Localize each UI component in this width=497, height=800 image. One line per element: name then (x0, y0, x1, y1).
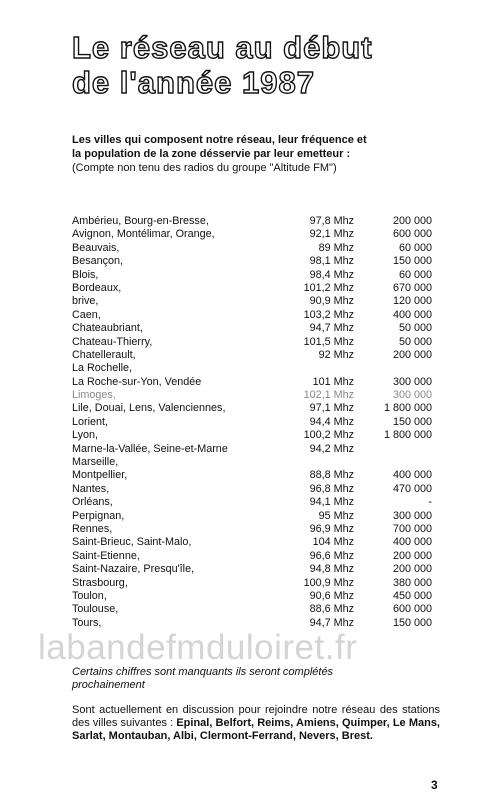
note-line-1: Certains chiffres sont manquants ils seront complétés (72, 666, 334, 678)
station-frequency: 92 Mhz (318, 348, 354, 361)
station-city: Chateaubriant, (72, 322, 143, 335)
table-row (72, 269, 432, 282)
intro-text (72, 133, 452, 175)
table-row (72, 483, 432, 496)
table-row (72, 255, 432, 268)
table-row (72, 469, 432, 482)
station-city: Orléans, (72, 496, 113, 509)
table-row (72, 603, 432, 616)
station-frequency: 103,2 Mhz (303, 308, 354, 321)
station-city: Limoges, (72, 389, 116, 402)
station-city: Lile, Douai, Lens, Valenciennes, (72, 402, 226, 415)
stations-table (72, 215, 432, 630)
station-population: 200 000 (392, 563, 432, 576)
table-row (72, 510, 432, 523)
station-city: Caen, (72, 308, 101, 321)
station-frequency: 98,4 Mhz (309, 268, 354, 281)
table-row (72, 376, 432, 389)
station-frequency: 104 Mhz (312, 536, 354, 549)
table-row (72, 402, 432, 415)
station-population: 60 000 (398, 268, 432, 281)
table-row (72, 523, 432, 536)
title-line-2: de l'année 1987 (72, 65, 315, 100)
station-city: Tours, (72, 616, 102, 629)
station-population: 200 000 (392, 215, 432, 227)
note-line-2: prochainement (72, 679, 145, 691)
station-frequency: 94,7 Mhz (309, 616, 354, 629)
table-row (72, 563, 432, 576)
station-population: - (428, 496, 432, 509)
watermark-text: labandefmduloiret.fr (38, 628, 358, 667)
table-row (72, 215, 432, 228)
station-frequency: 102,1 Mhz (303, 389, 354, 402)
station-city: Nantes, (72, 482, 110, 495)
station-city: Lorient, (72, 415, 109, 428)
table-row (72, 282, 432, 295)
table-row (72, 429, 432, 442)
table-row (72, 322, 432, 335)
station-population: 670 000 (392, 281, 432, 294)
station-frequency: 90,6 Mhz (309, 589, 354, 602)
station-city: Chateau-Thierry, (72, 335, 153, 348)
station-population: 600 000 (392, 603, 432, 616)
missing-figures-note (72, 666, 442, 692)
station-population: 400 000 (392, 536, 432, 549)
station-frequency: 100,2 Mhz (303, 429, 354, 442)
station-population: 380 000 (392, 576, 432, 589)
page-title (72, 30, 373, 100)
station-frequency: 95 Mhz (318, 509, 354, 522)
station-city: Avignon, Montélimar, Orange, (72, 228, 215, 241)
station-population: 300 000 (392, 375, 432, 388)
discussion-cities: Epinal, Belfort, Reims, Amiens, Quimper, Le Mans, Sarlat, Montauban, Albi, Clermont-Ferrand, Nevers, Brest. (72, 717, 440, 742)
station-city: Rennes, (72, 522, 113, 535)
station-city: Saint-Etienne, (72, 549, 140, 562)
station-city: Montpellier, (72, 469, 128, 482)
station-population: 700 000 (392, 522, 432, 535)
station-population: 400 000 (392, 308, 432, 321)
intro-line-3: (Compte non tenu des radios du groupe "Altitude FM") (72, 162, 337, 174)
station-population: 450 000 (392, 589, 432, 602)
station-population: 1 800 000 (383, 402, 432, 415)
station-frequency: 88,6 Mhz (309, 603, 354, 616)
discussion-paragraph (72, 704, 440, 743)
station-city: Beauvais, (72, 241, 120, 254)
station-frequency: 101 Mhz (312, 375, 354, 388)
station-frequency: 96,9 Mhz (309, 522, 354, 535)
station-population: 470 000 (392, 482, 432, 495)
station-frequency: 96,8 Mhz (309, 482, 354, 495)
table-row (72, 309, 432, 322)
station-population: 150 000 (392, 255, 432, 268)
table-row (72, 416, 432, 429)
station-population: 600 000 (392, 228, 432, 241)
station-population: 60 000 (398, 241, 432, 254)
table-row (72, 590, 432, 603)
station-population: 150 000 (392, 415, 432, 428)
table-row (72, 496, 432, 509)
table-row (72, 295, 432, 308)
station-frequency: 94,8 Mhz (309, 563, 354, 576)
station-frequency: 88,8 Mhz (309, 469, 354, 482)
station-city: brive, (72, 295, 99, 308)
station-population: 400 000 (392, 469, 432, 482)
station-frequency: 94,4 Mhz (309, 415, 354, 428)
station-frequency: 96,6 Mhz (309, 549, 354, 562)
station-frequency: 97,8 Mhz (309, 215, 354, 227)
station-city: Ambérieu, Bourg-en-Bresse, (72, 215, 209, 227)
station-city: Strasbourg, (72, 576, 128, 589)
table-row (72, 362, 432, 375)
station-population: 300 000 (392, 509, 432, 522)
discussion-text: Sont actuellement en discussion pour rejoindre notre réseau des stations des villes suivantes : (72, 704, 440, 729)
table-row (72, 349, 432, 362)
table-row (72, 536, 432, 549)
station-frequency: 89 Mhz (318, 241, 354, 254)
station-frequency: 100,9 Mhz (303, 576, 354, 589)
station-city: Blois, (72, 268, 99, 281)
station-city: Toulouse, (72, 603, 119, 616)
station-frequency: 94,1 Mhz (309, 496, 354, 509)
station-population: 120 000 (392, 295, 432, 308)
table-row (72, 336, 432, 349)
station-frequency: 94,2 Mhz (309, 442, 354, 455)
station-city: Besançon, (72, 255, 124, 268)
intro-line-2: la population de la zone désservie par leur emetteur : (72, 148, 351, 160)
station-population: 200 000 (392, 348, 432, 361)
table-row (72, 242, 432, 255)
station-city: La Rochelle, (72, 362, 133, 375)
station-city: La Roche-sur-Yon, Vendée (72, 375, 202, 388)
table-row (72, 228, 432, 241)
station-city: Toulon, (72, 589, 107, 602)
station-city: Saint-Nazaire, Presqu'île, (72, 563, 195, 576)
station-frequency: 101,5 Mhz (303, 335, 354, 348)
station-population: 1 800 000 (383, 429, 432, 442)
station-population: 50 000 (398, 322, 432, 335)
station-city: Bordeaux, (72, 281, 122, 294)
station-frequency: 92,1 Mhz (309, 228, 354, 241)
table-row (72, 456, 432, 469)
station-population: 50 000 (398, 335, 432, 348)
station-frequency: 94,7 Mhz (309, 322, 354, 335)
page-number: 3 (431, 778, 438, 792)
table-row (72, 389, 432, 402)
table-row (72, 577, 432, 590)
station-city: Chatellerault, (72, 348, 136, 361)
title-line-1: Le réseau au début (72, 30, 373, 65)
table-row (72, 443, 432, 456)
station-city: Saint-Brieuc, Saint-Malo, (72, 536, 192, 549)
station-frequency: 101,2 Mhz (303, 281, 354, 294)
station-population: 150 000 (392, 616, 432, 629)
station-frequency: 98,1 Mhz (309, 255, 354, 268)
station-city: Marne-la-Vallée, Seine-et-Marne (72, 442, 228, 455)
station-city: Lyon, (72, 429, 99, 442)
station-frequency: 90,9 Mhz (309, 295, 354, 308)
station-population: 300 000 (392, 389, 432, 402)
intro-line-1: Les villes qui composent notre réseau, leur fréquence et (72, 134, 367, 146)
table-row (72, 550, 432, 563)
station-city: Perpignan, (72, 509, 125, 522)
station-frequency: 97,1 Mhz (309, 402, 354, 415)
station-population: 200 000 (392, 549, 432, 562)
station-city: Marseille, (72, 456, 119, 469)
